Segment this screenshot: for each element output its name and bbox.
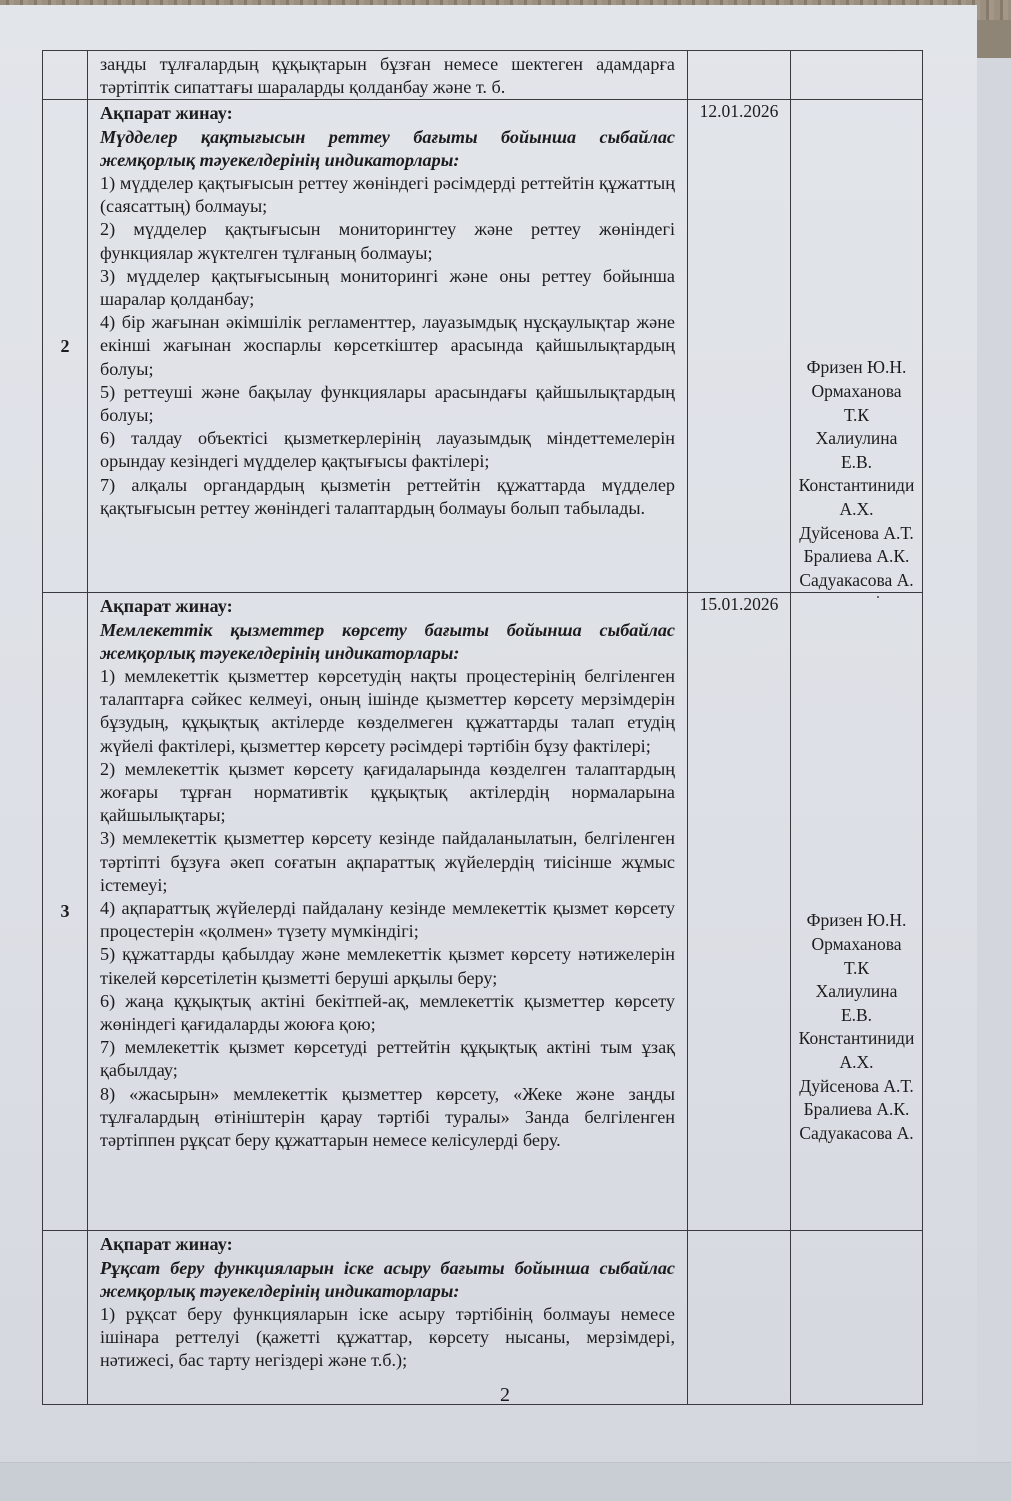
indicator-item: 1) мүдделер қақтығысын реттеу жөніндегі рәсімдерді реттейтін құжаттың (саясаттың) болмауы; — [100, 173, 675, 217]
paper-speck — [877, 596, 879, 598]
table-row — [43, 100, 923, 593]
responsible-person-name: Константиниди — [798, 475, 915, 496]
responsible-person-name: Е.В. — [840, 451, 873, 472]
page-number: 2 — [500, 1384, 510, 1406]
responsible-person-name: Фризен Ю.Н. — [806, 910, 907, 931]
row-description — [88, 1231, 688, 1405]
section-heading: Ақпарат жинау: — [100, 103, 233, 124]
responsible-person-name: Т.К — [844, 957, 869, 978]
responsible-person-name: Халиулина — [815, 981, 898, 1002]
responsible-person-name: Ормаханова — [811, 381, 902, 401]
indicator-subheading: Рұқсат беру функцияларын іске асыру бағыты бойынша сыбайлас жемқорлық тәуекелдерінің индикаторлары: — [100, 1257, 675, 1301]
responsible-person-name: Садуакасова А. — [799, 569, 914, 590]
indicator-item: заңды тұлғалардың құқықтарын бұзған немесе шектеген адамдарға тәртіптік сипаттағы шараларды қолданбау және т. б. — [100, 54, 675, 98]
responsible-person-name: Т.К — [844, 404, 869, 425]
underlying-sheet — [975, 58, 1011, 1500]
indicator-item: 5) реттеуші және бақылау функциялары арасындағы қайшылықтардың болуы; — [100, 381, 675, 426]
indicator-subheading: Мемлекеттік қызметтер көрсету бағыты бойынша сыбайлас жемқорлық тәуекелдерінің индикаторлары: — [100, 619, 675, 663]
row-number: 2 — [43, 100, 88, 593]
table-row — [43, 1231, 923, 1405]
responsible-person-name: Константиниди — [798, 1028, 915, 1049]
deadline-date: 15.01.2026 — [688, 593, 791, 1231]
indicator-item: 2) мемлекеттік қызмет көрсету қағидаларында көзделген талаптардың жоғары тұрған нормативтік құқықтық актілердің нормаларына қайшылықтары; — [100, 758, 675, 826]
row-number — [43, 1231, 88, 1405]
responsible-person-name: Бралиева А.К. — [803, 1099, 910, 1120]
indicator-item: 3) мүдделер қақтығысының мониторингі және оны реттеу бойынша шаралар қолданбау; — [100, 265, 675, 310]
row-number — [43, 51, 88, 100]
row-number: 3 — [43, 593, 88, 1231]
section-heading: Ақпарат жинау: — [100, 596, 233, 617]
deadline-date — [688, 51, 791, 100]
table-row — [43, 51, 923, 100]
deadline-date: 12.01.2026 — [688, 100, 791, 593]
row-description — [88, 51, 688, 100]
indicator-item: 4) ақпараттық жүйелерді пайдалану кезінде мемлекеттік қызмет көрсету процестерін «қолмен» түзету мүмкіндігі; — [100, 897, 675, 942]
indicator-item: 7) мемлекеттік қызмет көрсетуді реттейтін құқықтық актіні тым ұзақ қабылдау; — [100, 1037, 675, 1081]
page-fold — [0, 1462, 1011, 1501]
responsible-person-name: Дуйсенова А.Т. — [799, 522, 914, 543]
responsible-person-name: Ормаханова — [811, 933, 902, 954]
indicator-item: 6) талдау объектісі қызметкерлерінің лауазымдық міндеттемелерін орындау кезіндегі мүдделер қақтығысы фактілері; — [100, 428, 675, 472]
responsible-person-name: Фризен Ю.Н. — [806, 357, 907, 378]
row-description — [88, 593, 688, 1231]
section-heading: Ақпарат жинау: — [100, 1234, 233, 1255]
indicator-item: 1) мемлекеттік қызметтер көрсетудің нақты процестерінің белгіленген талаптарға сәйкес келмеуі, оның ішінде қызметтер көрсету мерзімдерін бұзудың, құқықтық актілерде көзделмеген құжаттарды талап етудің жүйелі фактілері, қызметтер көрсету рәсімдері тәртібін бұзу фактілері; — [100, 665, 675, 756]
indicator-item: 8) «жасырын» мемлекеттік қызметтер көрсету, «Жеке және заңды тұлғалардың өтініштерін қарау тәртібі туралы» Занда белгіленген тәртіппен рұқсат беру құжаттарын немесе келісулерді беру. — [100, 1083, 675, 1151]
indicator-item: 6) жаңа құқықтық актіні бекітпей-ақ, мемлекеттік қызметтер көрсету жөніндегі қағидаларды жоюға қою; — [100, 990, 675, 1034]
table-row — [43, 593, 923, 1231]
responsible-person-name: А.Х. — [839, 498, 874, 519]
responsible-persons — [791, 1231, 923, 1405]
indicator-item: 7) алқалы органдардың қызметін реттейтін құжаттарда мүдделер қақтығысын реттеу жөніндегі талаптардың болмауы болып табылады. — [100, 474, 675, 518]
indicators-table — [42, 50, 923, 1405]
responsible-person-name: Садуакасова А. — [799, 1122, 914, 1143]
deadline-date — [688, 1231, 791, 1405]
responsible-person-name: Бралиева А.К. — [803, 546, 910, 567]
responsible-persons — [791, 100, 923, 593]
indicator-item: 4) бір жағынан әкімшілік регламенттер, лауазымдық нұсқаулықтар және екінші жағынан жоспарлы көрсеткіштер арасында қайшылықтардың болуы; — [100, 312, 675, 379]
row-description — [88, 100, 688, 593]
indicator-item: 3) мемлекеттік қызметтер көрсету кезінде пайдаланылатын, белгіленген тәртіпті бұзуға әкеп соғатын ақпараттық жүйелердің тиісінше жұмыс істемеуі; — [100, 828, 675, 895]
responsible-persons — [791, 51, 923, 100]
responsible-person-name: Дуйсенова А.Т. — [799, 1075, 914, 1096]
indicator-item: 1) рұқсат беру функцияларын іске асыру тәртібінің болмауы немесе ішінара реттелуі (қажетті құжаттар, көрсету нысаны, мерзімдері, нәтижесі, бас тарту негіздері және т.б.); — [100, 1303, 675, 1371]
responsible-person-name: Е.В. — [840, 1004, 873, 1025]
indicator-item: 2) мүдделер қақтығысын мониторингтеу және реттеу жөніндегі функциялар жүктелген тұлғаның болмауы; — [100, 219, 675, 263]
indicator-item: 5) құжаттарды қабылдау және мемлекеттік қызмет көрсету нәтижелерін тікелей көрсетілетін қызметті беруші арқылы беру; — [100, 944, 675, 988]
responsible-persons — [791, 593, 923, 1231]
responsible-person-name: Халиулина — [815, 428, 898, 449]
responsible-person-name: А.Х. — [839, 1051, 874, 1072]
indicator-subheading: Мүдделер қақтығысын реттеу бағыты бойынша сыбайлас жемқорлық тәуекелдерінің индикаторлары: — [100, 126, 675, 170]
